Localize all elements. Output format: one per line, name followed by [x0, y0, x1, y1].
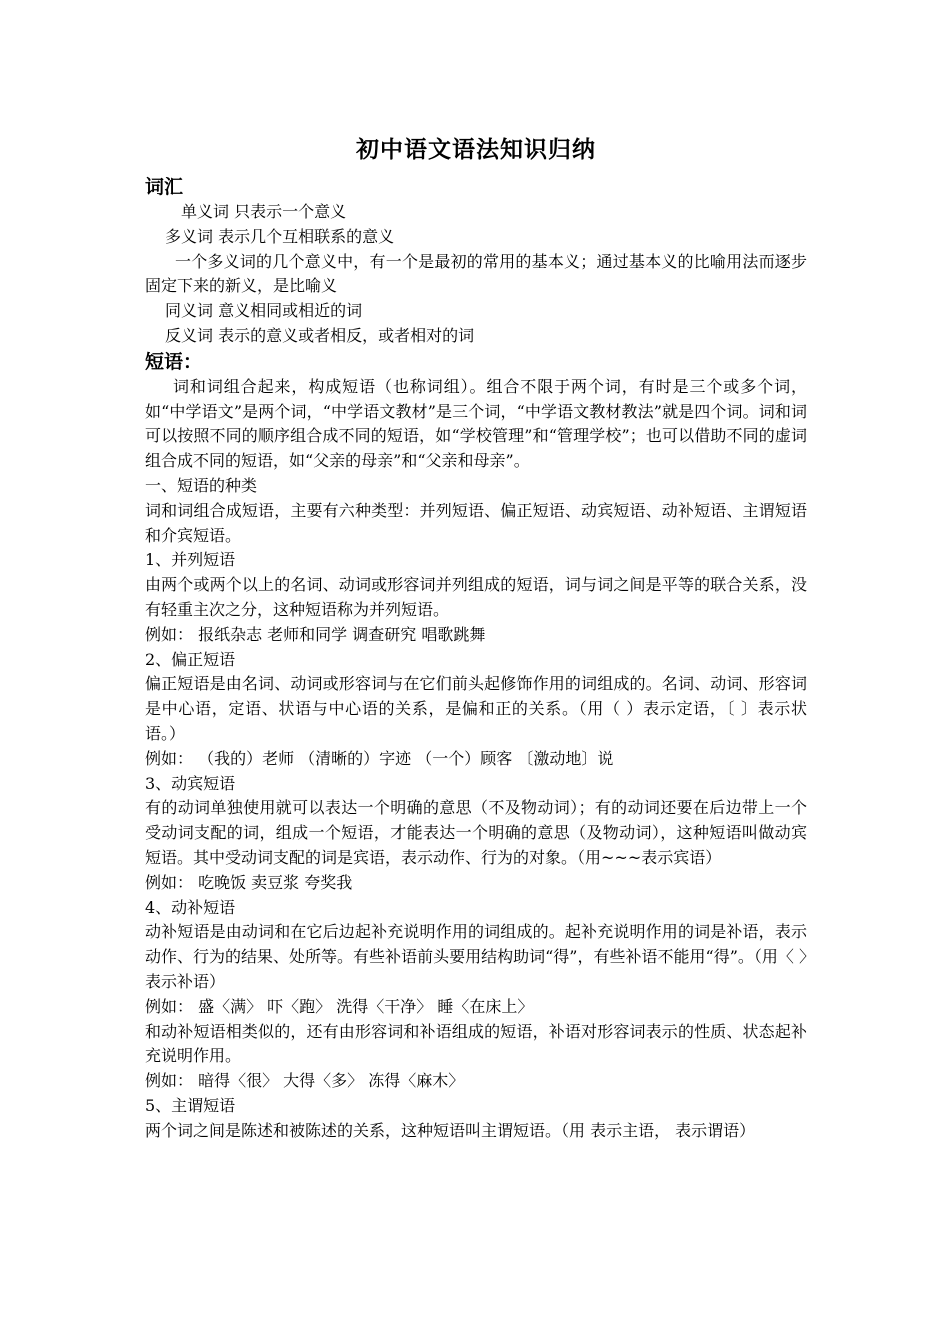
vocab-line-monosemous: 单义词 只表示一个意义: [181, 202, 347, 221]
adjective-complement-example: 例如： 暗得〈很〉 大得〈多〉 冻得〈麻木〉: [145, 1071, 465, 1091]
coordinate-paragraph: 由两个或两个以上的名词、动词或形容词并列组成的短语，词与词之间是平等的联合关系，没有轻重主次之分，这种短语称为并列短语。: [145, 575, 807, 619]
phrase-intro-paragraph: 词和词组合起来，构成短语（也称词组）。组合不限于两个词，有时是三个或多个词，如“中学语文”是两个词，“中学语文教材”是三个词，“中学语文教材教法”就是四个词。词和词可以按照不同的顺序组合成不同的短语，如“学校管理”和“管理学校”；也可以借助不同的虚词组合成不同的短语，如“父亲的母亲”和“父亲和母亲”。: [145, 376, 807, 471]
adjective-complement-paragraph: 和动补短语相类似的，还有由形容词和补语组成的短语，补语对形容词表示的性质、状态起补充说明作用。: [145, 1021, 807, 1066]
verb-complement-example: 例如： 盛〈满〉 吓〈跑〉 洗得〈干净〉 睡〈在床上〉: [145, 996, 534, 1016]
verb-object-paragraph: 有的动词单独使用就可以表达一个明确的意思（不及物动词）；有的动词还要在后边带上一个受动词支配的词，组成一个短语，才能表达一个明确的意思（及物动词），这种短语叫做动宾短语。其中受动词支配的词是宾语，表示动作、行为的对象。（用~~~表示宾语）: [145, 798, 807, 867]
vocab-line-antonym: 反义词 表示的意义或者相反，或者相对的词: [165, 325, 475, 345]
subject-predicate-paragraph: 两个词之间是陈述和被陈述的关系，这种短语叫主谓短语。（用 表示主语， 表示谓语）: [145, 1120, 756, 1140]
subsection-heading-subject-predicate: 5、主谓短语: [145, 1095, 236, 1115]
section-heading-phrase: 短语：: [145, 350, 203, 373]
phrase-kinds-paragraph: 词和词组合成短语，主要有六种类型：并列短语、偏正短语、动宾短语、动补短语、主谓短语和介宾短语。: [145, 500, 807, 545]
verb-complement-paragraph: 动补短语是由动词和在它后边起补充说明作用的词组成的。起补充说明作用的词是补语，表示动作、行为的结果、处所等。有些补语前头要用结构助词“得”，有些补语不能用“得”。（用〈 〉表示补语）: [145, 922, 807, 991]
modifier-paragraph: 偏正短语是由名词、动词或形容词与在它们前头起修饰作用的词组成的。名词、动词、形容词是中心语，定语、状语与中心语的关系，是偏和正的关系。（用（ ）表示定语，〔 〕表示状语。）: [145, 674, 807, 743]
subsection-heading-modifier: 2、偏正短语: [145, 649, 236, 669]
subsection-heading-coordinate: 1、并列短语: [145, 550, 236, 570]
vocab-line-polysemous: 多义词 表示几个互相联系的意义: [165, 226, 395, 246]
modifier-example: 例如： （我的）老师 （清晰的）字迹 （一个）顾客 〔激动地〕说: [145, 748, 614, 768]
coordinate-example: 例如： 报纸杂志 老师和同学 调查研究 唱歌跳舞: [145, 624, 486, 644]
vocab-paragraph: 一个多义词的几个意义中，有一个是最初的常用的基本义；通过基本义的比喻用法而逐步固定下来的新义，是比喻义: [145, 251, 807, 296]
phrase-kinds-heading: 一、短语的种类: [145, 475, 258, 495]
subsection-heading-verb-complement: 4、动补短语: [145, 897, 236, 917]
page-title: 初中语文语法知识归纳: [356, 136, 596, 163]
subsection-heading-verb-object: 3、动宾短语: [145, 773, 236, 793]
vocab-line-synonym: 同义词 意义相同或相近的词: [165, 301, 363, 321]
document-page: [145, 130, 807, 1143]
section-heading-vocab: 词汇: [145, 176, 184, 198]
verb-object-example: 例如： 吃晚饭 卖豆浆 夸奖我: [145, 872, 353, 892]
